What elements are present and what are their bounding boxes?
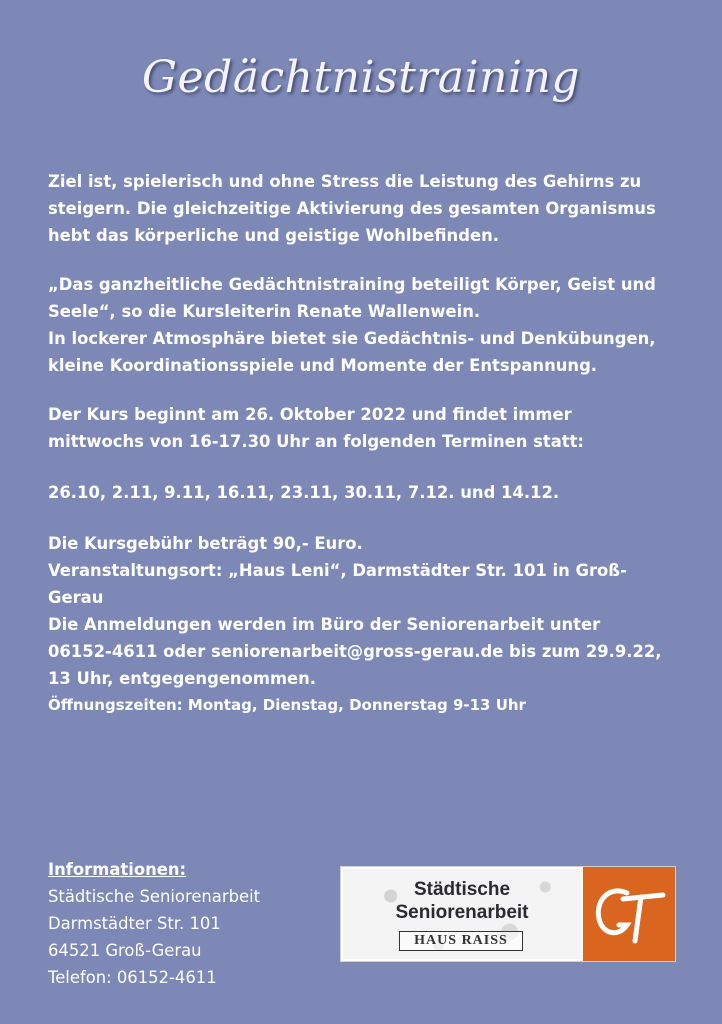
contact-info bbox=[48, 856, 348, 991]
page-title: Gedächtnistraining bbox=[141, 52, 581, 103]
logo-line-seniorenarbeit: Seniorenarbeit bbox=[395, 902, 529, 923]
quote-paragraph: „Das ganzheitliche Gedächtnistraining beteiligt Körper, Geist und Seele“, so die Kursleiterin Renate Wallenwein. bbox=[48, 275, 656, 321]
info-street: Darmstädter Str. 101 bbox=[48, 914, 221, 933]
organization-logo bbox=[341, 867, 675, 961]
info-city: 64521 Groß-Gerau bbox=[48, 941, 202, 960]
course-start-paragraph: Der Kurs beginnt am 26. Oktober 2022 und findet immer mittwochs von 16-17.30 Uhr an folgenden Terminen statt: bbox=[48, 405, 584, 451]
info-heading: Informationen: bbox=[48, 860, 187, 879]
opening-hours: Öffnungszeiten: Montag, Dienstag, Donnerstag 9-13 Uhr bbox=[48, 696, 526, 714]
logo-line-staedtische: Städtische bbox=[413, 879, 511, 900]
registration-text: Die Anmeldungen werden im Büro der Seniorenarbeit unter 06152-4611 oder seniorenarbeit@gross-gerau.de bis zum 29.9.22, 13 Uhr, entgegengenommen. bbox=[48, 615, 662, 688]
main-text bbox=[48, 168, 668, 719]
fee-text: Die Kursgebühr beträgt 90,- Euro. bbox=[48, 534, 363, 553]
info-organization: Städtische Seniorenarbeit bbox=[48, 887, 261, 906]
info-phone: Telefon: 06152-4611 bbox=[48, 968, 217, 987]
course-dates: 26.10, 2.11, 9.11, 16.11, 23.11, 30.11, 7.12. und 14.12. bbox=[48, 483, 560, 502]
intro-paragraph: Ziel ist, spielerisch und ohne Stress die Leistung des Gehirns zu steigern. Die gleichzeitige Aktivierung des gesamten Organismus hebt das körperliche und geistige Wohlbefinden. bbox=[48, 172, 656, 245]
venue-text: Veranstaltungsort: „Haus Leni“, Darmstädter Str. 101 in Groß-Gerau bbox=[48, 561, 627, 607]
logo-haus-raiss: HAUS RAISS bbox=[399, 931, 523, 951]
atmosphere-paragraph: In lockerer Atmosphäre bietet sie Gedächtnis- und Denkübungen, kleine Koordinationsspiele und Momente der Entspannung. bbox=[48, 329, 656, 375]
gg-monogram-icon bbox=[583, 867, 675, 961]
logo-text-panel bbox=[341, 867, 583, 961]
